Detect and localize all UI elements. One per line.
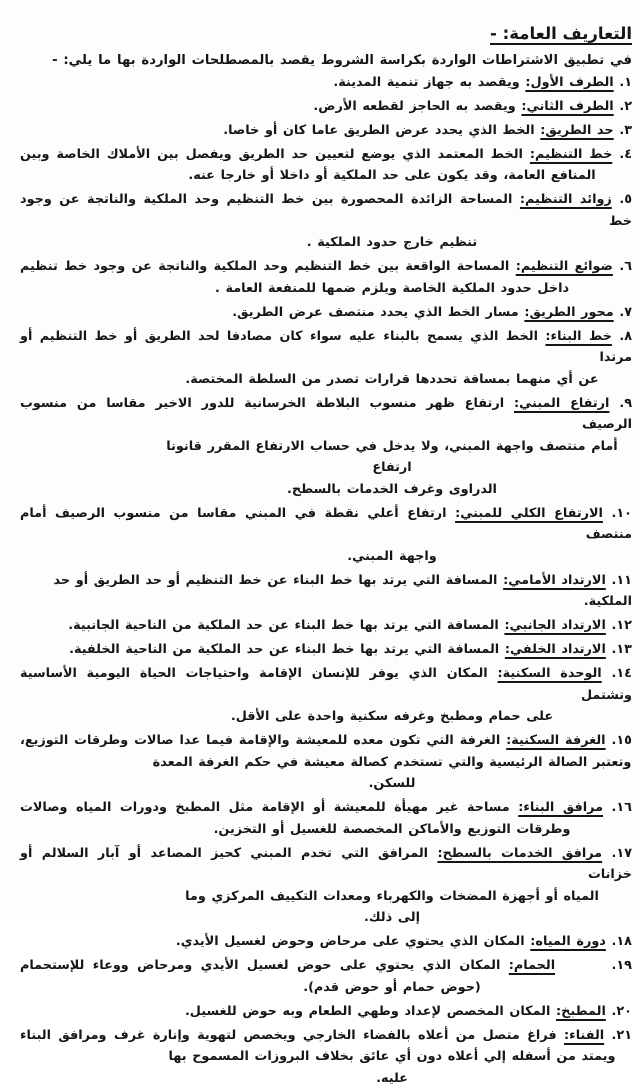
item-number: ٢. (619, 99, 632, 114)
definition-text: الخط الذي يحدد عرض الطريق عاما كان أو خاصا. (223, 123, 534, 138)
definition-first-line (20, 797, 632, 819)
definition-item (20, 843, 632, 929)
definition-first-line (20, 931, 632, 953)
definition-first-line (20, 663, 632, 706)
definition-continuation-line: وتعتبر الصالة الرئيسية والتي تستخدم كصالة معيشة في حكم الغرفة المعدة (152, 752, 632, 774)
item-number: ١٧. (612, 846, 633, 861)
definition-item (20, 955, 632, 998)
definition-item (20, 144, 632, 187)
item-number: ١. (619, 75, 632, 90)
definition-term: الطرف الثاني: (521, 99, 613, 114)
definition-text: ويقصد به جهاز تنمية المدينة. (333, 75, 519, 90)
definition-item (20, 1025, 632, 1089)
definition-term: خط البناء: (545, 329, 611, 344)
definition-text: المسافة التي يرتد بها خط البناء عن حد الملكية من الناحية الجانبية. (68, 618, 499, 633)
definition-first-line (20, 1001, 632, 1023)
definition-first-line (20, 1025, 632, 1047)
definition-first-line (20, 615, 632, 637)
definition-item (20, 72, 632, 94)
definition-term: دورة المياه: (530, 934, 606, 949)
definition-text: المسافة التي يرتد بها خط البناء عن خط التنظيم أو حد الطريق أو حد الملكية. (53, 573, 632, 610)
item-number: ٩. (619, 396, 632, 411)
item-number: ١٩. (612, 958, 633, 973)
definition-term: الارتفاع الكلي للمبني: (455, 506, 603, 521)
definition-item (20, 326, 632, 391)
definition-term: الارتداد الجانبي: (504, 618, 605, 633)
definition-term: الطرف الأول: (525, 75, 613, 90)
definition-term: الفناء: (564, 1028, 604, 1043)
definition-text: المكان الذي يوفر للإنسان الإقامة واحتياجات الحياة اليومية الأساسية وتشتمل (20, 666, 632, 703)
definition-item (20, 615, 632, 637)
definition-text: المكان الذي يحتوي على مرحاض وحوض لغسيل الأيدي. (176, 934, 525, 949)
item-number: ١١. (612, 573, 633, 588)
definition-term: الارتداد الأمامي: (503, 573, 606, 588)
definition-text: الغرفة التي تكون معده للمعيشة والإقامة فيما عدا صالات وطرقات التوزيع، (20, 733, 500, 748)
definition-continuation-line: داخل حدود الملكية الخاصة ويلزم ضمها للمنفعة العامة . (152, 278, 632, 300)
definition-first-line (20, 302, 632, 324)
definition-term: مرافق الخدمات بالسطح: (437, 846, 602, 861)
definition-first-line (20, 326, 632, 369)
item-number: ٤. (619, 147, 632, 162)
definition-term: ارتفاع المبني: (514, 396, 609, 411)
definition-first-line (20, 639, 632, 661)
definition-text: المكان المخصص لإعداد وطهي الطعام وبه حوض للغسيل. (185, 1004, 550, 1019)
definition-term: الغرفة السكنية: (506, 733, 605, 748)
definition-term: الحمام: (509, 958, 555, 973)
definition-continuation-line: المنافع العامة، وقد يكون على حد الملكية أو داخلا أو خارجا عنه. (152, 165, 632, 187)
item-number: ١٤. (612, 666, 633, 681)
definition-text: الخط المعتمد الذي يوضع لتعيين حد الطريق ويفصل بين الأملاك الخاصة وبين (20, 147, 523, 162)
definition-first-line (20, 96, 632, 118)
item-number: ١٣. (612, 642, 633, 657)
definition-item (20, 639, 632, 661)
definition-first-line (20, 120, 632, 142)
item-number: ١٥. (612, 733, 633, 748)
item-number: ٨. (619, 329, 632, 344)
definition-first-line (20, 256, 632, 278)
definition-text: ويقصد به الحاجز لقطعه الأرض. (313, 99, 515, 114)
definition-item (20, 256, 632, 299)
definition-term: ضوائع التنظيم: (516, 259, 613, 274)
definition-continuation-line: (حوض حمام أو حوض قدم). (152, 977, 632, 999)
definition-first-line (20, 955, 632, 977)
definition-item (20, 797, 632, 840)
definition-continuation-line: المياه أو أجهزة المضخات والكهرباء ومعدات التكييف المركزي وما (152, 886, 632, 908)
item-number: ١٢. (612, 618, 633, 633)
definition-continuation-line: واجهة المبني. (152, 546, 632, 568)
item-number: ١٨. (612, 934, 633, 949)
definition-text: مسار الخط الذي يحدد منتصف عرض الطريق. (232, 305, 518, 320)
item-number: ١٦. (612, 800, 633, 815)
definition-first-line (20, 144, 632, 166)
definition-text: ارتفاع ظهر منسوب البلاطة الخرسانية للدور الاخير مقاسا من منسوب الرصيف (20, 396, 632, 433)
item-number: ٥. (619, 192, 632, 207)
definition-continuation-line: للسكن. (152, 773, 632, 795)
definition-first-line (20, 570, 632, 613)
definition-first-line (20, 189, 632, 232)
definition-term: خط التنظيم: (530, 147, 612, 162)
definition-text: المكان الذي يحتوي على حوض لغسيل الأيدي ومرحاض ووعاء للإستحمام (20, 958, 500, 973)
definition-text: ارتفاع أعلي نقطة في المبني مقاسا من منسوب الرصيف أمام منتصف (20, 506, 632, 543)
definition-continuation-line: ويمتد من أسفله إلي أعلاه دون أي عائق بخلاف البروزات المسموح بها عليه. (152, 1046, 632, 1089)
definition-term: محور الطريق: (524, 305, 613, 320)
definition-item (20, 730, 632, 795)
item-number: ٢٠. (612, 1004, 633, 1019)
definition-text: فراغ متصل من أعلاه بالفضاء الخارجي ويخصص لتهوية وإنارة غرف ومرافق البناء (20, 1028, 557, 1043)
definition-term: مرافق البناء: (518, 800, 603, 815)
definition-text: الخط الذي يسمح بالبناء عليه سواء كان مصادفا لحد الطريق أو خط التنظيم أو مرتدا (20, 329, 632, 366)
definition-item (20, 96, 632, 118)
definition-term: الوحدة السكنية: (498, 666, 602, 681)
definition-term: حد الطريق: (540, 123, 613, 138)
definition-item (20, 302, 632, 324)
definition-term: الارتداد الخلفي: (505, 642, 606, 657)
definition-item (20, 120, 632, 142)
definition-item (20, 570, 632, 613)
definition-text: المساحة الزائدة المحصورة بين خط التنظيم وحد الملكية والناتجة عن وجود خط (20, 192, 632, 229)
definition-first-line (20, 503, 632, 546)
item-number: ٢١. (612, 1028, 633, 1043)
page-title: التعاريف العامة: - (20, 22, 632, 46)
definition-item (20, 931, 632, 953)
definition-item (20, 189, 632, 254)
definition-term: زوائد التنظيم: (520, 192, 612, 207)
item-number: ٣. (619, 123, 632, 138)
item-number: ١٠. (611, 506, 632, 521)
definition-first-line (20, 730, 632, 752)
definition-text: المساحة الواقعة بين خط التنظيم وحد الملكية والناتجة عن وجود خط تنظيم (20, 259, 509, 274)
definition-item (20, 663, 632, 728)
definition-first-line (20, 393, 632, 436)
definition-continuation-line: عن أي منهما بمسافة تحددها قرارات تصدر من السلطة المختصة. (152, 369, 632, 391)
definition-item (20, 1001, 632, 1023)
definition-term: المطبخ: (556, 1004, 606, 1019)
definition-text: المرافق التي تخدم المبني كحيز المصاعد أو آبار السلالم أو خزانات (20, 846, 632, 883)
definition-item (20, 503, 632, 568)
definition-continuation-line: تنظيم خارج حدود الملكية . (152, 232, 632, 254)
definition-continuation-line: وطرقات التوزيع والأماكن المخصصة للغسيل أو التخزين. (152, 819, 632, 841)
definitions-list (20, 72, 632, 1089)
item-number: ٧. (619, 305, 632, 320)
item-number: ٦. (619, 259, 632, 274)
definition-text: المسافة التي يرتد بها خط البناء عن حد الملكية من الناحية الخلفية. (69, 642, 499, 657)
definition-first-line (20, 843, 632, 886)
definition-first-line (20, 72, 632, 94)
definition-continuation-line: أمام منتصف واجهة المبني، ولا يدخل في حساب الارتفاع المقرر قانونا ارتفاع (152, 436, 632, 479)
definition-continuation-line: إلى ذلك. (152, 907, 632, 929)
definition-text: مساحة غير مهيأة للمعيشة أو الإقامة مثل المطبخ ودورات المياه وصالات (20, 800, 510, 815)
definition-item (20, 393, 632, 501)
definition-continuation-line: الدراوى وغرف الخدمات بالسطح. (152, 479, 632, 501)
intro-paragraph: في تطبيق الاشتراطات الواردة بكراسة الشروط يقصد بالمصطلحات الواردة بها ما يلي: - (20, 50, 632, 72)
definition-continuation-line: على حمام ومطبخ وغرفه سكنية واحدة على الأقل. (152, 706, 632, 728)
